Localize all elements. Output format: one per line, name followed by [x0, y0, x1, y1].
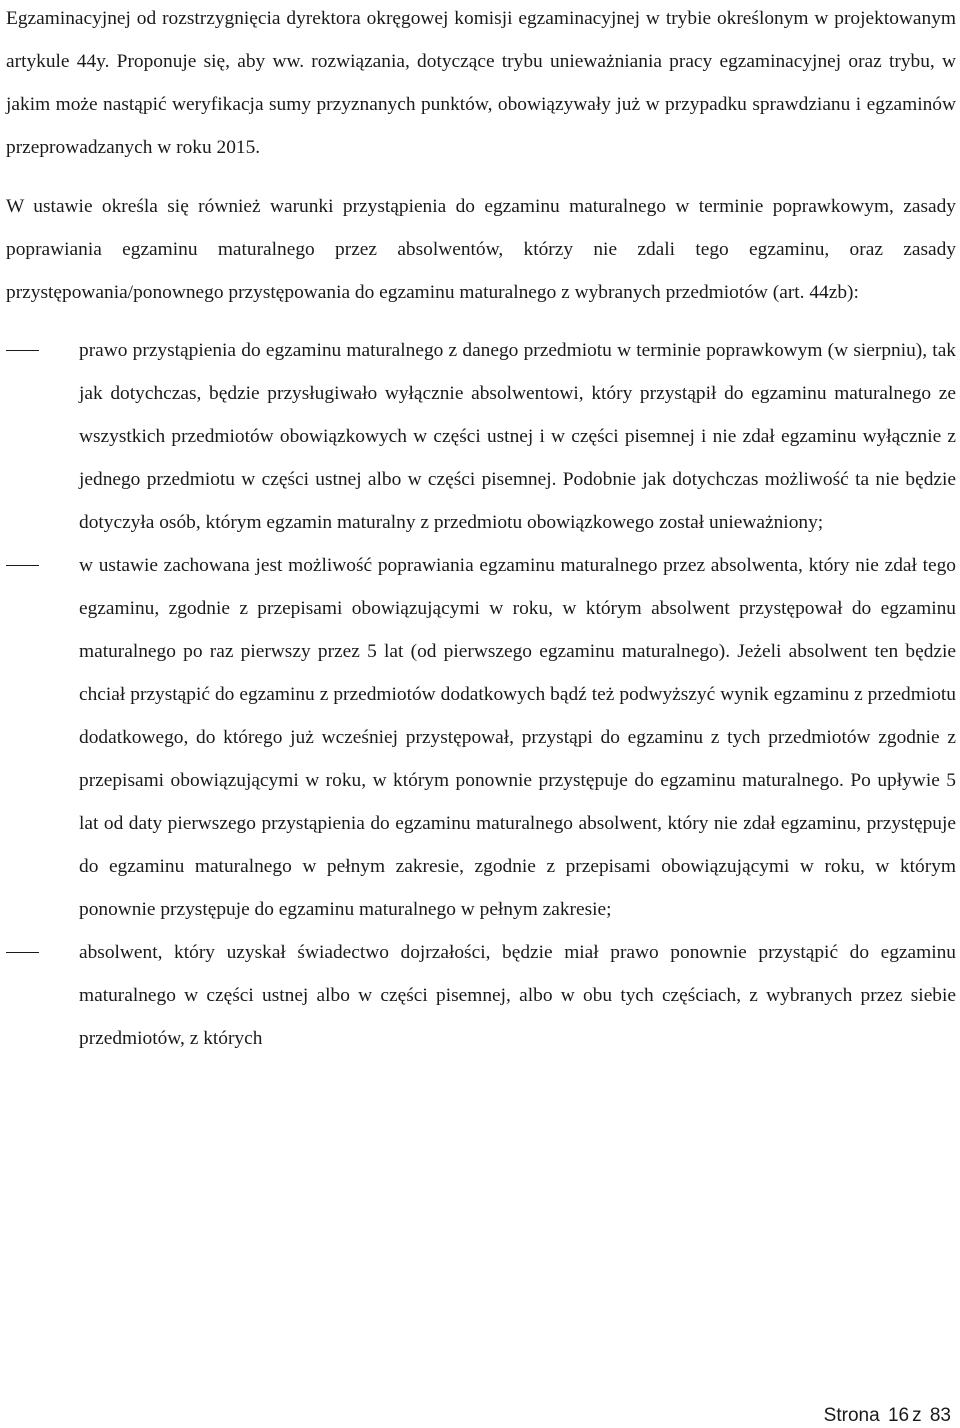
list-item	[6, 931, 956, 1060]
paragraph: Egzaminacyjnej od rozstrzygnięcia dyrektora okręgowej komisji egzaminacyjnej w trybie określonym w projektowanym artykule 44y. Proponuje się, aby ww. rozwiązania, dotyczące trybu unieważniania pracy egzaminacyjnej oraz trybu, w jakim może nastąpić weryfikacja sumy przyznanych punktów, obowiązywały już w przypadku sprawdzianu i egzaminów przeprowadzanych w roku 2015.	[6, 8, 956, 158]
page-number: 16	[887, 1405, 910, 1426]
list-item-text: prawo przystąpienia do egzaminu maturalnego z danego przedmiotu w terminie poprawkowym (w sierpniu), tak jak dotychczas, będzie przysługiwało wyłącznie absolwentowi, który przystąpił do egzaminu maturalnego ze wszystkich przedmiotów obowiązkowych w części ustnej i w części pisemnej i nie zdał egzaminu wyłącznie z jednego przedmiotu w części ustnej albo w części pisemnej. Podobnie jak dotychczas możliwość ta nie będzie dotyczyła osób, którym egzamin maturalny z przedmiotu obowiązkowego został unieważniony;	[79, 340, 956, 533]
total-pages: 83	[929, 1405, 951, 1426]
page-label: Strona	[823, 1405, 880, 1426]
document-page	[6, 0, 956, 1428]
list-item	[6, 544, 956, 931]
dash-bullet-icon	[6, 565, 39, 566]
list-item-text: absolwent, który uzyskał świadectwo dojrzałości, będzie miał prawo ponownie przystąpić do egzaminu maturalnego w części ustnej albo w części pisemnej, albo w obu tych częściach, z wybranych przez siebie przedmiotów, z których	[79, 942, 956, 1049]
list-item	[6, 329, 956, 544]
list-item-text: w ustawie zachowana jest możliwość poprawiania egzaminu maturalnego przez absolwenta, który nie zdał tego egzaminu, zgodnie z przepisami obowiązującymi w roku, w którym absolwent przystępował do egzaminu maturalnego po raz pierwszy przez 5 lat (od pierwszego egzaminu maturalnego). Jeżeli absolwent ten będzie chciał przystąpić do egzaminu z przedmiotów dodatkowych bądź też podwyższyć wynik egzaminu z przedmiotu dodatkowego, do którego już wcześniej przystępował, przystąpi do egzaminu z tych przedmiotów zgodnie z przepisami obowiązującymi w roku, w którym ponownie przystępuje do egzaminu maturalnego. Po upływie 5 lat od daty pierwszego przystąpienia do egzaminu maturalnego absolwent, który nie zdał egzaminu, przystępuje do egzaminu maturalnego w pełnym zakresie, zgodnie z przepisami obowiązującymi w roku, w którym ponownie przystępuje do egzaminu maturalnego w pełnym zakresie;	[79, 555, 956, 920]
dash-bullet-icon	[6, 350, 39, 351]
dash-list	[6, 329, 956, 1060]
page-of-label: z	[912, 1405, 922, 1426]
page-footer	[824, 1404, 954, 1428]
paragraph: W ustawie określa się również warunki przystąpienia do egzaminu maturalnego w terminie poprawkowym, zasady poprawiania egzaminu maturalnego przez absolwentów, którzy nie zdali tego egzaminu, oraz zasady przystępowania/ponownego przystępowania do egzaminu maturalnego z wybranych przedmiotów (art. 44zb):	[6, 196, 956, 303]
dash-bullet-icon	[6, 952, 39, 953]
